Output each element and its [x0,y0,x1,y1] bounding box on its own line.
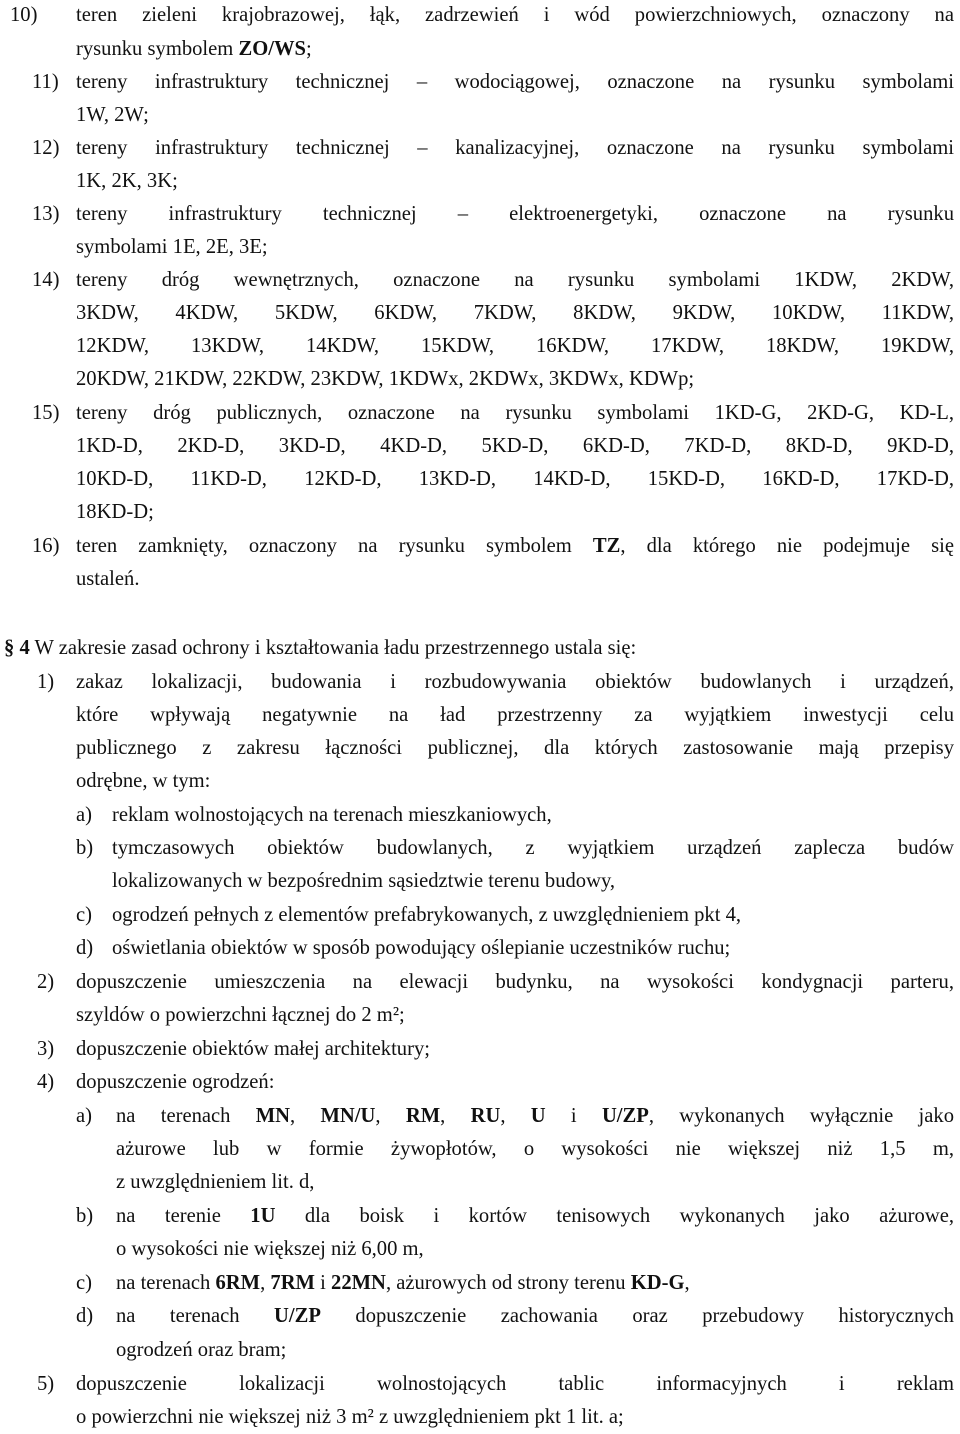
list-item-14-cont [0,296,960,330]
sub-item-4d [0,1299,960,1333]
sub-item-a [0,798,960,832]
list-text: 1K, 2K, 3K; [76,170,178,192]
sub-item-text: tymczasowych obiektów budowlanych, z wyjątkiem urządzeń zaplecza budów [112,837,954,859]
list-text: ustaleń. [76,568,140,590]
list-number: 1) [37,671,55,693]
sub-item-text: na terenach U/ZP dopuszczenie zachowania oraz przebudowy historycznych [116,1305,954,1327]
list-item-15-cont [0,495,960,529]
sub-item-text: reklam wolnostojących na terenach mieszkaniowych, [112,804,552,826]
list-text: tereny infrastruktury technicznej – wodociągowej, oznaczone na rysunku symbolami [76,71,954,93]
sub-item-4a-cont [0,1132,960,1166]
list-item-15 [0,396,960,430]
section-4-heading [0,631,960,665]
list-item-15-cont [0,462,960,496]
sub-item-text: na terenach 6RM, 7RM i 22MN, ażurowych od strony terenu KD-G, [116,1272,690,1294]
section-4-item-1-cont [0,731,960,765]
list-item-12 [0,131,960,165]
list-text: tereny dróg publicznych, oznaczone na rysunku symbolami 1KD-G, 2KD-G, KD-L, [76,402,954,424]
list-number: 14) [32,269,60,291]
list-item-15-cont [0,429,960,463]
list-number: 5) [37,1373,55,1395]
list-number: 11) [32,71,59,93]
list-text: publicznego z zakresu łączności publicznej, dla których zastosowanie mają przepisy [76,737,954,759]
sub-item-text: oświetlania obiektów w sposób powodujący oślepianie uczestników ruchu; [112,937,731,959]
section-4-item-4 [0,1065,960,1099]
list-number: 2) [37,971,55,993]
section-4-item-1-cont [0,764,960,798]
list-number: 16) [32,535,60,557]
sub-item-letter: c) [76,904,92,926]
list-item-11-cont [0,98,960,132]
sub-item-letter: a) [76,1105,92,1127]
sub-item-4b-cont [0,1232,960,1266]
list-text: 1W, 2W; [76,104,149,126]
list-text: tereny infrastruktury technicznej – elektroenergetyki, oznaczone na rysunku [76,203,954,225]
list-text: 20KDW, 21KDW, 22KDW, 23KDW, 1KDWx, 2KDWx, 3KDWx, KDWp; [76,368,695,390]
list-item-13-cont [0,230,960,264]
list-number: 4) [37,1071,55,1093]
section-4-item-2-cont [0,998,960,1032]
section-4-item-2 [0,965,960,999]
section-4-item-1 [0,665,960,699]
list-item-16 [0,529,960,563]
list-number: 10) [10,4,38,26]
sub-item-c [0,898,960,932]
list-text: tereny infrastruktury technicznej – kanalizacyjnej, oznaczone na rysunku symbolami [76,137,954,159]
list-text: o powierzchni nie większej niż 3 m² z uwzględnieniem pkt 1 lit. a; [76,1406,624,1428]
list-item-10-cont [0,32,960,66]
list-text: dopuszczenie obiektów małej architektury; [76,1038,430,1060]
list-item-13 [0,197,960,231]
sub-item-text: na terenie 1U dla boisk i kortów tenisowych wykonanych jako ażurowe, [116,1205,954,1227]
sub-item-text: o wysokości nie większej niż 6,00 m, [116,1238,424,1260]
list-text: 12KDW, 13KDW, 14KDW, 15KDW, 16KDW, 17KDW, 18KDW, 19KDW, [76,335,954,357]
sub-item-text: lokalizowanych w bezpośrednim sąsiedztwie terenu budowy, [112,870,616,892]
sub-item-letter: b) [76,1205,94,1227]
list-text: odrębne, w tym: [76,770,211,792]
list-text: zakaz lokalizacji, budowania i rozbudowywania obiektów budowlanych i urządzeń, [76,671,954,693]
list-text: które wpływają negatywnie na ład przestrzenny za wyjątkiem inwestycji celu [76,704,954,726]
section-intro: § 4 W zakresie zasad ochrony i kształtowania ładu przestrzennego ustala się: [4,637,637,659]
section-mark: § 4 [4,637,30,659]
sub-item-d [0,931,960,965]
sub-item-4b [0,1199,960,1233]
list-text: 18KD-D; [76,501,154,523]
list-number: 12) [32,137,60,159]
list-number: 3) [37,1038,55,1060]
sub-item-letter: b) [76,837,94,859]
sub-item-letter: a) [76,804,92,826]
list-item-16-cont [0,562,960,596]
list-item-14-cont [0,329,960,363]
sub-item-text: ażurowe lub w formie żywopłotów, o wysokości nie większej niż 1,5 m, [116,1138,954,1160]
list-text: teren zieleni krajobrazowej, łąk, zadrzewień i wód powierzchniowych, oznaczony na [76,4,954,26]
sub-item-4a [0,1099,960,1133]
list-text: dopuszczenie ogrodzeń: [76,1071,275,1093]
section-4-item-3 [0,1032,960,1066]
list-text: tereny dróg wewnętrznych, oznaczone na rysunku symbolami 1KDW, 2KDW, [76,269,954,291]
sub-item-text: ogrodzeń oraz bram; [116,1339,287,1361]
list-text: symbolami 1E, 2E, 3E; [76,236,268,258]
sub-item-4c [0,1266,960,1300]
list-text: rysunku symbolem ZO/WS; [76,38,312,60]
sub-item-letter: d) [76,1305,94,1327]
list-item-12-cont [0,164,960,198]
list-item-10 [0,0,960,32]
sub-item-b [0,831,960,865]
sub-item-b-cont [0,864,960,898]
sub-item-text: na terenach MN, MN/U, RM, RU, U i U/ZP, wykonanych wyłącznie jako [116,1105,954,1127]
list-text: 3KDW, 4KDW, 5KDW, 6KDW, 7KDW, 8KDW, 9KDW, 10KDW, 11KDW, [76,302,954,324]
list-item-11 [0,65,960,99]
section-4-item-1-cont [0,698,960,732]
list-item-14 [0,263,960,297]
list-item-14-cont [0,362,960,396]
sub-item-text: ogrodzeń pełnych z elementów prefabrykowanych, z uwzględnieniem pkt 4, [112,904,742,926]
sub-item-letter: c) [76,1272,92,1294]
list-text: dopuszczenie lokalizacji wolnostojących tablic informacyjnych i reklam [76,1373,954,1395]
list-number: 15) [32,402,60,424]
section-4-item-5-cont [0,1400,960,1434]
list-text: 10KD-D, 11KD-D, 12KD-D, 13KD-D, 14KD-D, 15KD-D, 16KD-D, 17KD-D, [76,468,954,490]
sub-item-4a-cont [0,1165,960,1199]
list-text: 1KD-D, 2KD-D, 3KD-D, 4KD-D, 5KD-D, 6KD-D, 7KD-D, 8KD-D, 9KD-D, [76,435,954,457]
sub-item-text: z uwzględnieniem lit. d, [116,1171,315,1193]
section-4-item-5 [0,1367,960,1401]
sub-item-4d-cont [0,1333,960,1367]
sub-item-letter: d) [76,937,94,959]
list-number: 13) [32,203,60,225]
list-text: szyldów o powierzchni łącznej do 2 m²; [76,1004,405,1026]
list-text: dopuszczenie umieszczenia na elewacji budynku, na wysokości kondygnacji parteru, [76,971,954,993]
list-text: teren zamknięty, oznaczony na rysunku symbolem TZ, dla którego nie podejmuje się [76,535,954,557]
